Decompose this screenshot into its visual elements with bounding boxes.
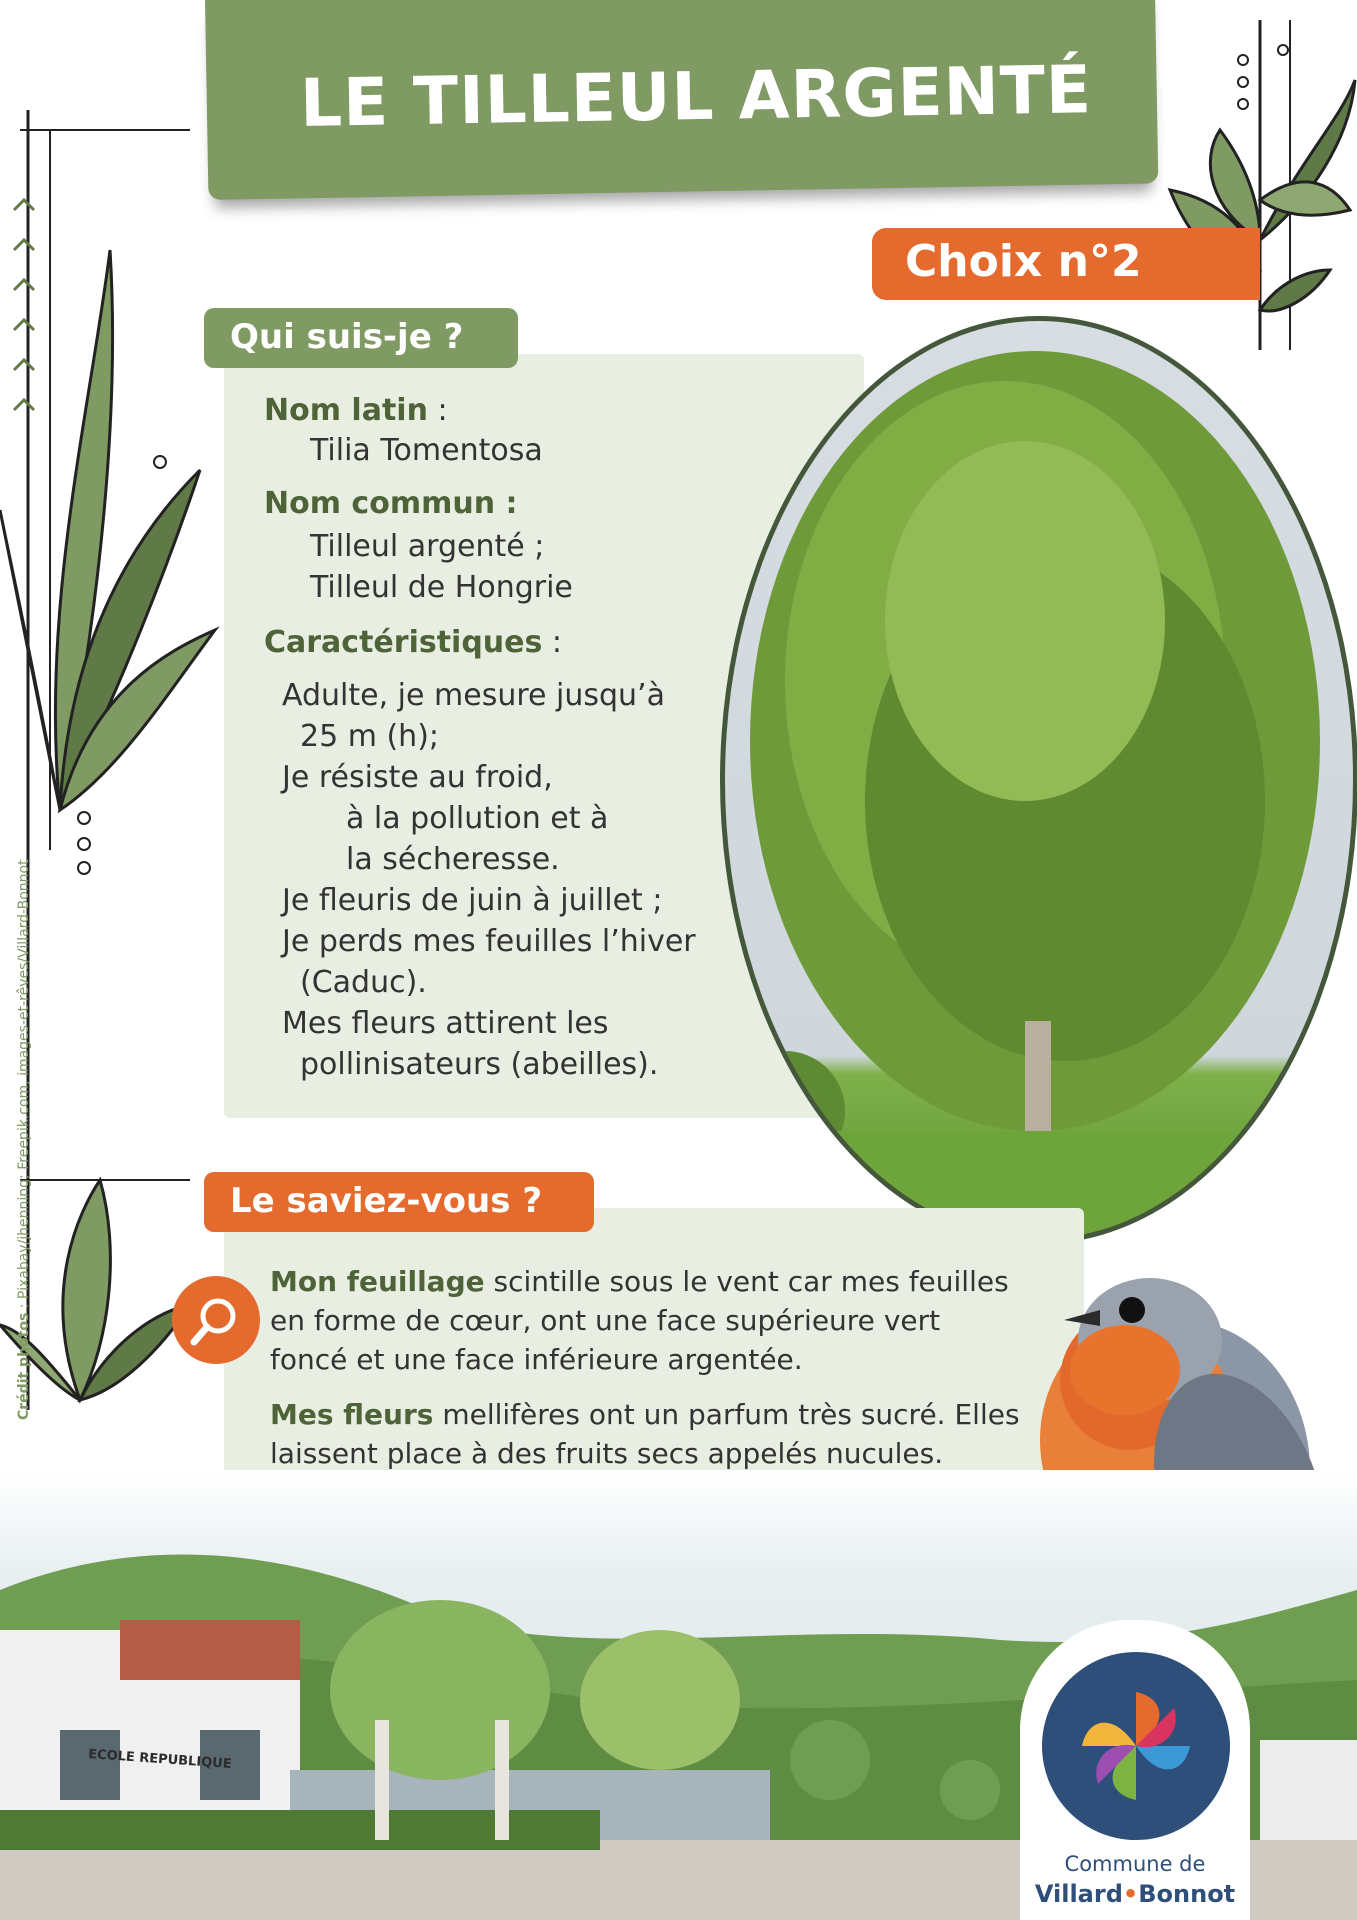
latin-name-separator: : <box>427 393 448 428</box>
common-name-label: Nom commun : <box>264 486 518 521</box>
common-name-value-2: Tilleul de Hongrie <box>310 570 573 605</box>
fact-2-line-2: laissent place à des fruits secs appelés nucules. <box>270 1437 944 1470</box>
trait-line: Adulte, je mesure jusqu’à <box>282 678 665 713</box>
traits-separator: : <box>542 625 563 660</box>
trait-line: Je résiste au froid, <box>282 760 553 795</box>
trait-line: à la pollution et à <box>346 801 609 836</box>
trait-line: la sécheresse. <box>346 842 560 877</box>
common-name-value-1: Tilleul argenté ; <box>310 529 545 564</box>
tree-photo <box>720 316 1357 1244</box>
trait-line: 25 m (h); <box>300 719 439 754</box>
photo-credits-label: Crédit photos <box>16 1312 32 1420</box>
latin-name-label: Nom latin <box>264 393 428 428</box>
commune-logo-emblem <box>1042 1652 1230 1840</box>
fact-1-line-1: scintille sous le vent car mes feuilles <box>484 1265 1009 1298</box>
latin-name-value: Tilia Tomentosa <box>310 433 543 468</box>
photo-credits <box>16 820 32 1420</box>
trait-line: Je fleuris de juin à juillet ; <box>282 883 663 918</box>
plant-illustration-left <box>0 90 230 1420</box>
traits-row <box>264 622 562 663</box>
fact-2-bold: Mes fleurs <box>270 1398 434 1431</box>
fact-paragraph-1 <box>270 1262 1070 1379</box>
traits-label: Caractéristiques <box>264 625 543 660</box>
trait-line: Je perds mes feuilles l’hiver <box>282 924 696 959</box>
page-title: LE TILLEUL ARGENTÉ <box>299 51 1093 142</box>
fact-1-line-2: en forme de cœur, ont une face supérieure vert <box>270 1304 941 1337</box>
fact-paragraph-2 <box>270 1395 1070 1473</box>
choice-badge-label: Choix n°2 <box>905 236 1142 287</box>
school-sign: ECOLE REPUBLIQUE <box>87 1747 233 1773</box>
plant-illustration-right <box>1150 20 1357 350</box>
commune-name-part-2: Bonnot <box>1138 1880 1236 1908</box>
fact-1-bold: Mon feuillage <box>270 1265 485 1298</box>
photo-credits-text: : Pixabay/jhenning; Freepik.com, images-et-rêves/Villard-Bonnot <box>16 859 32 1313</box>
commune-logo-line2 <box>1022 1880 1248 1908</box>
commune-name-part-1: Villard <box>1034 1880 1123 1908</box>
fact-2-line-1: mellifères ont un parfum très sucré. Elles <box>433 1398 1020 1431</box>
facts-heading: Le saviez-vous ? <box>230 1181 543 1221</box>
identity-heading: Qui suis-je ? <box>230 317 464 357</box>
tree-illustration <box>725 321 1353 1239</box>
latin-name-row <box>264 390 448 431</box>
trait-line: (Caduc). <box>300 965 427 1000</box>
fact-1-line-3: foncé et une face inférieure argentée. <box>270 1343 803 1376</box>
commune-name-dot: • <box>1122 1880 1139 1908</box>
commune-logo-line1: Commune de <box>1064 1852 1206 1876</box>
magnifier-icon <box>172 1276 260 1364</box>
trait-line: Mes fleurs attirent les <box>282 1006 609 1041</box>
trait-line: pollinisateurs (abeilles). <box>300 1047 659 1082</box>
